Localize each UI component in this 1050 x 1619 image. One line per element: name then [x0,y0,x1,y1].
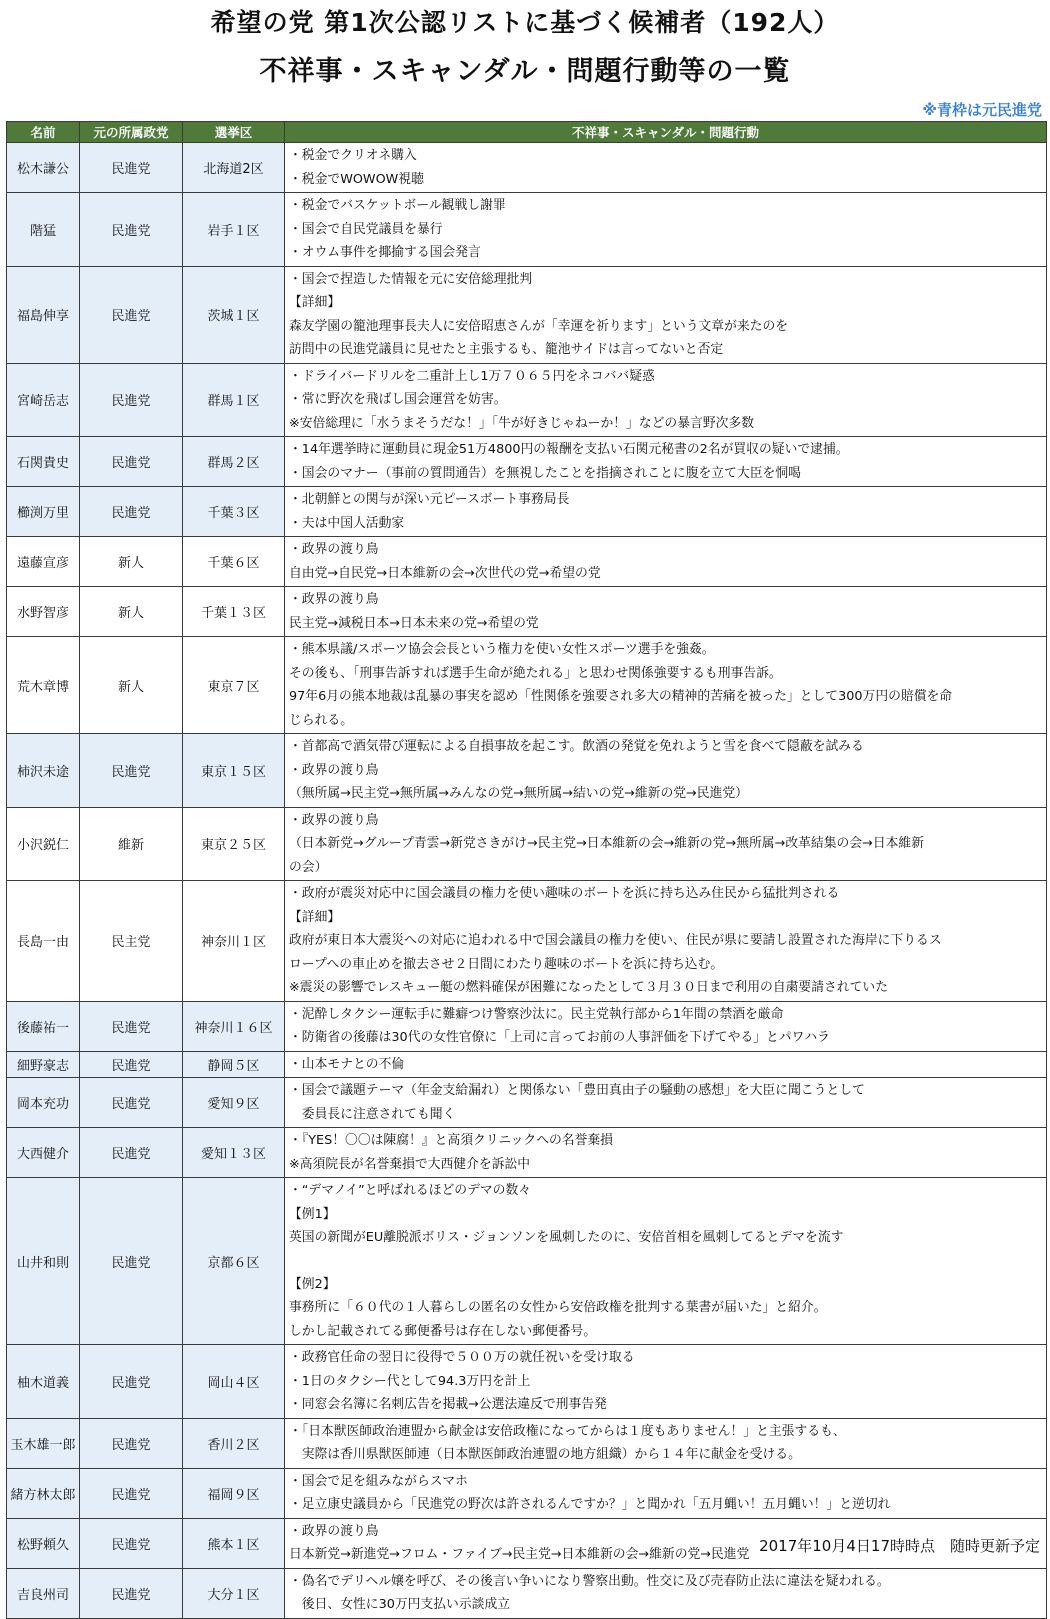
district: 熊本１区 [183,1518,285,1568]
issue-line: ・防衛省の後藤は30代の女性官僚に「上司に言ってお前の人事評価を下げてやる」とパワハラ [289,1030,830,1045]
district: 香川２区 [183,1418,285,1468]
district: 東京２５区 [183,807,285,881]
issue-line: ・「日本獣医師政治連盟から献金は安倍政権になってからは１度もありません！」と主張するも、 [289,1423,846,1439]
issue-line: ・国会のマナー（事前の質問通告）を無視したことを指摘されことに腹を立て大臣を恫喝 [289,465,801,481]
district: 茨城１区 [183,266,285,363]
scandal-table [6,121,1047,1619]
candidate-name: 福島伸享 [7,266,80,363]
former-party: 民進党 [80,487,183,537]
issue-line: 自由党→自民党→日本維新の会→次世代の党→希望の党 [289,565,601,581]
issue-line: 委員長に注意されても聞く [289,1106,456,1122]
former-party: 民進党 [80,1051,183,1078]
issue-line: ・同窓会名簿に名刺広告を掲載→公選法違反で刑事告発 [289,1397,607,1412]
table-row [7,1468,1047,1518]
issue-line: （無所属→民主党→無所属→みんなの党→無所属→結いの党→維新の党→民進党） [289,786,748,801]
issue-cell [285,437,1047,487]
candidate-name: 玉木雄一郎 [7,1418,80,1468]
table-row [7,437,1047,487]
table-header-row [7,122,1047,143]
table-row [7,1178,1047,1345]
table-row [7,1418,1047,1468]
update-note: 2017年10月4日17時時点 随時更新予定 [759,1537,1040,1555]
issue-cell [285,881,1047,1002]
table-row [7,193,1047,267]
issue-line: しかし記載されてる郵便番号は存在しない郵便番号。 [289,1323,597,1339]
candidate-name: 柿沢未途 [7,734,80,808]
issue-line: ・政務官任命の翌日に役得で５００万の就任祝いを受け取る [289,1350,635,1365]
former-party: 民進党 [80,437,183,487]
issue-cell [285,537,1047,587]
header-party: 元の所属政党 [80,122,183,143]
issue-line: ・首都高で酒気帯び運転による自損事故を起こす。飲酒の発覚を免れようと雪を食べて隠蔽を試みる [289,739,864,754]
issue-line: 【例2】 [289,1276,336,1292]
legend-note: ※青枠は元民進党 [922,101,1042,119]
former-party: 民進党 [80,1568,183,1618]
former-party: 民主党 [80,881,183,1002]
issue-cell [285,637,1047,734]
issue-cell [285,487,1047,537]
table-row [7,1051,1047,1078]
issue-line: ※安倍総理に「水うまそうだな！」「牛が好きじゃねーか！」などの暴言野次多数 [289,415,755,431]
candidate-name: 後藤祐一 [7,1001,80,1051]
table-row [7,1345,1047,1419]
issue-line: ・熊本県議/スポーツ協会会長という権力を使い女性スポーツ選手を強姦。 [289,642,715,657]
former-party: 民進党 [80,266,183,363]
candidate-name: 宮崎岳志 [7,363,80,437]
former-party: 新人 [80,587,183,637]
candidate-name: 松野頼久 [7,1518,80,1568]
header-issues: 不祥事・スキャンダル・問題行動 [285,122,1047,143]
former-party: 民進党 [80,1345,183,1419]
issue-line: 【詳細】 [289,295,341,310]
district: 岡山４区 [183,1345,285,1419]
issue-line: 政府が東日本大震災への対応に追われる中で国会議員の権力を使い、住民が県に要請し設置された海岸に下りるス [289,933,942,948]
issue-line: ・ドライバードリルを二重計上し1万７０６５円をネコババ疑惑 [289,368,655,384]
issue-line: ・“デマノイ”と呼ばれるほどのデマの数々 [289,1183,532,1198]
district: 千葉１３区 [183,587,285,637]
issue-cell [285,1078,1047,1128]
issue-line: ・北朝鮮との関与が深い元ピースボート事務局長 [289,492,570,507]
former-party: 民進党 [80,1418,183,1468]
table-row [7,1568,1047,1618]
candidate-name: 山井和則 [7,1178,80,1345]
issue-cell [285,143,1047,193]
issue-line: の会） [289,859,328,875]
issue-cell [285,363,1047,437]
table-row [7,537,1047,587]
district: 東京７区 [183,637,285,734]
candidate-name: 吉良州司 [7,1568,80,1618]
former-party: 民進党 [80,363,183,437]
issue-cell [285,1051,1047,1078]
table-row [7,1078,1047,1128]
issue-line: 【例1】 [289,1206,336,1222]
former-party: 新人 [80,537,183,587]
candidate-name: 櫛渕万里 [7,487,80,537]
issue-line: ・夫は中国人活動家 [289,515,405,531]
issue-cell [285,587,1047,637]
issue-cell [285,807,1047,881]
issue-cell [285,193,1047,267]
former-party: 民進党 [80,734,183,808]
issue-line: ・常に野次を飛ばし国会運営を妨害。 [289,392,507,407]
issue-line: ※震災の影響でレスキュー艇の燃料確保が困難になったとして３月３０日まで利用の自粛要請されていた [289,980,888,995]
issue-cell [285,266,1047,363]
issue-cell [285,1178,1047,1345]
issue-line: ・国会で足を組みながらスマホ [289,1473,468,1489]
former-party: 新人 [80,637,183,734]
district: 千葉３区 [183,487,285,537]
candidate-name: 大西健介 [7,1128,80,1178]
former-party: 維新 [80,807,183,881]
candidate-name: 階猛 [7,193,80,267]
district: 愛知９区 [183,1078,285,1128]
district: 静岡５区 [183,1051,285,1078]
candidate-name: 岡本充功 [7,1078,80,1128]
table-row [7,734,1047,808]
issue-line: 後日、女性に30万円支払い示談成立 [289,1597,511,1612]
page-title: 希望の党 第1次公認リストに基づく候補者（192人） [210,8,840,37]
former-party: 民進党 [80,1518,183,1568]
candidate-name: 長島一由 [7,881,80,1002]
issue-line: ・泥酔しタクシー運転手に難癖つけ警察沙汰に。民主党執行部から1年間の禁酒を厳命 [289,1006,784,1022]
former-party: 民進党 [80,1001,183,1051]
issue-cell [285,1468,1047,1518]
table-row [7,637,1047,734]
candidate-name: 石関貴史 [7,437,80,487]
issue-line: ・足立康史議員から「民進党の野次は許されるんですか？」と聞かれ「五月蝿い！五月蝿い！」と逆切れ [289,1497,891,1512]
issue-line: ・オウム事件を揶揄する国会発言 [289,245,481,260]
issue-line: 97年6月の熊本地裁は乱暴の事実を認め「性関係を強要され多大の精神的苦痛を被った」として300万円の賠償を命 [289,689,953,704]
issue-line: ・税金でクリオネ購入 [289,148,417,163]
district: 神奈川１区 [183,881,285,1002]
issue-cell [285,1418,1047,1468]
issue-line: ・政界の渡り鳥 [289,542,379,557]
issue-line: 【詳細】 [289,909,341,925]
table-body [7,143,1047,1619]
issue-line: 森友学園の籠池理事長夫人に安倍昭恵さんが「幸運を祈ります」という文章が来たのを [289,318,789,334]
issue-line [289,1250,1042,1273]
table-row [7,143,1047,193]
issue-line: ロープへの車止めを撤去させ２日間にわたり趣味のボートを浜に持ち込む。 [289,956,724,972]
table-row [7,266,1047,363]
candidate-name: 遠藤宣彦 [7,537,80,587]
table-row [7,487,1047,537]
table-row [7,363,1047,437]
district: 福岡９区 [183,1468,285,1518]
district: 群馬１区 [183,363,285,437]
district: 北海道2区 [183,143,285,193]
issue-line: その後も、「刑事告訴すれば選手生命が絶たれる」と思わせ関係強要するも刑事告訴。 [289,665,782,681]
issue-cell [285,1001,1047,1051]
table-row [7,881,1047,1002]
issue-line: 訪問中の民進党議員に見せたと主張するも、籠池サイドは言ってないと否定 [289,342,724,357]
former-party: 民進党 [80,1468,183,1518]
issue-cell [285,734,1047,808]
issue-line: ・税金でバスケットボール観戦し謝罪 [289,198,506,213]
issue-line: じられる。 [289,712,353,728]
issue-line: ・1日のタクシー代として94.3万円を計上 [289,1373,531,1389]
district: 京都６区 [183,1178,285,1345]
issue-line: ・税金でWOWOW視聴 [289,171,424,187]
issue-line: ※高須院長が名誉棄損で大西健介を訴訟中 [289,1156,531,1172]
candidate-name: 水野智彦 [7,587,80,637]
issue-line: 民主党→減税日本→日本未来の党→希望の党 [289,615,539,631]
candidate-name: 緒方林太郎 [7,1468,80,1518]
header-name: 名前 [7,122,80,143]
candidate-name: 松木謙公 [7,143,80,193]
issue-line: 英国の新聞がEU離脱派ボリス・ジョンソンを風刺したのに、安倍首相を風刺してるとデマを流す [289,1230,844,1245]
district: 東京１５区 [183,734,285,808]
candidate-name: 細野豪志 [7,1051,80,1078]
issue-line: ・14年選挙時に運動員に現金51万4800円の報酬を支払い石関元秘書の2名が買収の疑いで逮捕。 [289,442,849,457]
district: 神奈川１６区 [183,1001,285,1051]
issue-line: ・国会で議題テーマ（年金支給漏れ）と関係ない「豊田真由子の騒動の感想」を大臣に聞こうとして [289,1083,865,1098]
district: 愛知１３区 [183,1128,285,1178]
issue-line: ・政界の渡り鳥 [289,1523,379,1539]
header-district: 選挙区 [183,122,285,143]
issue-line: ・国会で自民党議員を暴行 [289,221,443,237]
candidate-name: 柚木道義 [7,1345,80,1419]
table-row [7,587,1047,637]
issue-cell [285,1345,1047,1419]
table-row [7,807,1047,881]
issue-line: 日本新党→新進党→フロム・ファイブ→民主党→日本維新の会→維新の党→民進党 [289,1547,750,1562]
issue-line: ・偽名でデリヘル嬢を呼び、その後言い争いになり警察出動。性交に及び売春防止法に違法を疑われる。 [289,1573,890,1589]
issue-line: ・政界の渡り鳥 [289,762,379,778]
issue-line: 実際は香川県獣医師連（日本獣医師政治連盟の地方組織）から１４年に献金を受ける。 [289,1447,801,1462]
former-party: 民進党 [80,1128,183,1178]
table-row [7,1001,1047,1051]
issue-line: ・『YES！〇〇は陳腐！』と高須クリニックへの名誉棄損 [289,1133,613,1148]
issue-line: 事務所に「６０代の１人暮らしの匿名の女性から安倍政権を批判する葉書が届いた」と紹介。 [289,1300,827,1315]
issue-line: ・国会で捏造した情報を元に安倍総理批判 [289,271,533,287]
issue-cell [285,1128,1047,1178]
issue-line: ・政界の渡り鳥 [289,592,379,607]
district: 千葉６区 [183,537,285,587]
table-row [7,1128,1047,1178]
issue-line: ・政界の渡り鳥 [289,812,379,828]
former-party: 民進党 [80,1078,183,1128]
issue-line: ・政府が震災対応中に国会議員の権力を使い趣味のボートを浜に持ち込み住民から猛批判される [289,886,840,901]
issue-line: （日本新党→グループ青雲→新党さきがけ→民主党→日本維新の会→維新の党→無所属→改革結集の会→日本維新 [289,836,925,851]
district: 岩手１区 [183,193,285,267]
former-party: 民進党 [80,193,183,267]
district: 群馬２区 [183,437,285,487]
issue-cell [285,1568,1047,1618]
page-subtitle: 不祥事・スキャンダル・問題行動等の一覧 [259,56,791,87]
former-party: 民進党 [80,143,183,193]
issue-line: ・山本モナとの不倫 [289,1056,405,1072]
candidate-name: 荒木章博 [7,637,80,734]
district: 大分１区 [183,1568,285,1618]
candidate-name: 小沢鋭仁 [7,807,80,881]
former-party: 民進党 [80,1178,183,1345]
